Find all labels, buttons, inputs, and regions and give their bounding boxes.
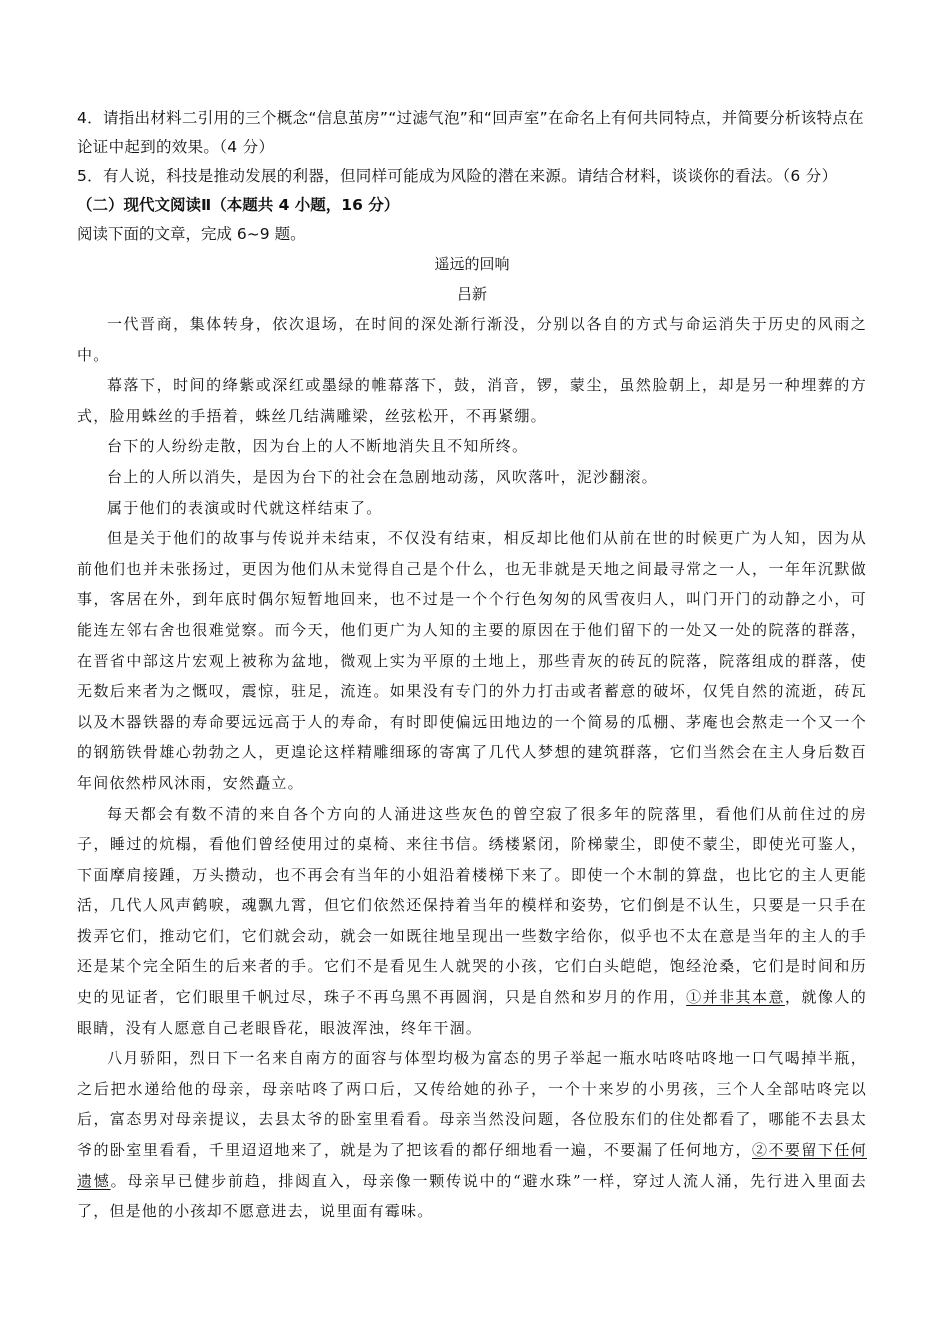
paragraph-text: 八月骄阳，烈日下一名来自南方的面容与体型均极为富态的男子举起一瓶水咕咚咕咚地一口气喝掉半瓶，之后把水递给他的母亲，母亲咕咚了两口后，又传给她的孙子，一个十来岁的小男孩，三个人全部咕咚完以后，富态男对母亲提议，去县太爷的卧室里看看。母亲当然没问题，各位股东们的住处都看了，哪能不去县太爷的卧室里看看，千里迢迢地来了，就是为了把该看的都仔细地看一遍，不要漏了任何地方， bbox=[77, 1049, 867, 1160]
paragraph-text: 。母亲早已健步前趋，排闼直入，母亲像一颗传说中的“避水珠”一样，穿过人流人涌，先行进入里面去了，但是他的小孩却不愿意进去，说里面有霉味。 bbox=[77, 1171, 867, 1221]
question-4: 4．请指出材料二引用的三个概念“信息茧房”“过滤气泡”和“回声室”在命名上有何共同特点，并简要分析该特点在论证中起到的效果。（4 分） bbox=[77, 109, 864, 156]
article-paragraph: 属于他们的表演或时代就这样结束了。 bbox=[107, 498, 383, 517]
article-paragraph-8 bbox=[77, 1043, 867, 1227]
article-paragraph: 但是关于他们的故事与传说并未结束，不仅没有结束，相反却比他们从前在世的时候更广为人知，因为从前他们也并未张扬过，更因为他们从未觉得自己是个什么，也无非就是天地之间最寻常之一人，一年年沉默做事，客居在外，到年底时偶尔短暂地回来，也不过是一个个行色匆匆的风雪夜归人，叫门开门的动静之小，可能连左邻右舍也很难觉察。而今天，他们更广为人知的主要的原因在于他们留下的一处又一处的院落的群落，在晋省中部这片宏观上被称为盆地，微观上实为平原的土地上，那些青灰的砖瓦的院落，院落组成的群落，使无数后来者为之慨叹，震惊，驻足，流连。如果没有专门的外力打击或者蓄意的破坏，仅凭自然的流逝，砖瓦以及木器铁器的寿命要远远高于人的寿命，有时即使偏远田地边的一个简易的瓜棚、茅庵也会熬走一个又一个的钢筋铁骨雄心勃勃之人，更遑论这样精雕细琢的寄寓了几代人梦想的建筑群落，它们当然会在主人身后数百年间依然栉风沐雨，安然矗立。 bbox=[77, 529, 867, 792]
article-title: 遥远的回响 bbox=[434, 255, 510, 273]
article-paragraph: 台上的人所以消失，是因为台下的社会在急剧地动荡，风吹落叶，泥沙翻滚。 bbox=[107, 467, 658, 486]
paragraph-text: ，就像人的眼睛，没有人愿意自己老眼昏花，眼波浑浊，终年干涸。 bbox=[77, 988, 867, 1037]
question-5: 5．有人说，科技是推动发展的利器，但同样可能成为风险的潜在来源。请结合材料，谈谈你的看法。（6 分） bbox=[77, 167, 838, 185]
article-paragraph: 一代晋商，集体转身，依次退场，在时间的深处渐行渐没，分别以各自的方式与命运消失于历史的风雨之中。 bbox=[77, 315, 867, 364]
reading-instruction: 阅读下面的文章，完成 6~9 题。 bbox=[77, 225, 306, 243]
article-paragraph-7 bbox=[77, 799, 867, 1044]
section-heading: （二）现代文阅读Ⅱ（本题共 4 小题，16 分） bbox=[77, 196, 400, 214]
article-paragraph: 台下的人纷纷走散，因为台上的人不断地消失且不知所终。 bbox=[107, 437, 529, 456]
underlined-sentence-1: ①并非其本意 bbox=[686, 988, 785, 1007]
article-paragraph: 幕落下，时间的绛紫或深红或墨绿的帷幕落下，鼓，消音，锣，蒙尘，虽然脸朝上，却是另一种埋葬的方式，脸用蛛丝的手捂着，蛛丝几结满雕梁，丝弦松开，不再紧绷。 bbox=[77, 376, 867, 425]
underlined-sentence-2: ②不要留下任何遗憾 bbox=[77, 1141, 867, 1190]
paragraph-text: 每天都会有数不清的来自各个方向的人涌进这些灰色的曾空寂了很多年的院落里，看他们从前住过的房子，睡过的炕榻，看他们曾经使用过的桌椅、来往书信。绣楼紧闭，阶梯蒙尘，即使不蒙尘，即使光可鉴人，下面摩肩接踵，万头攒动，也不再会有当年的小姐沿着楼梯下来了。即使一个木制的算盘，也比它的主人更能活，几代人风声鹤唳，魂飘九霄，但它们依然还保持着当年的模样和姿势，它们倒是不认生，只要是一只手在拨弄它们，推动它们，它们就会动，就会一如既往地呈现出一些数字给你，似乎也不太在意是当年的主人的手还是某个完全陌生的后来者的手。它们不是看见生人就哭的小孩，它们白头皑皑，饱经沧桑，它们是时间和历史的见证者，它们眼里千帆过尽，珠子不再乌黑不再圆润，只是自然和岁月的作用， bbox=[77, 804, 867, 1007]
article-author: 吕新 bbox=[456, 285, 487, 303]
document-page bbox=[77, 104, 867, 1227]
